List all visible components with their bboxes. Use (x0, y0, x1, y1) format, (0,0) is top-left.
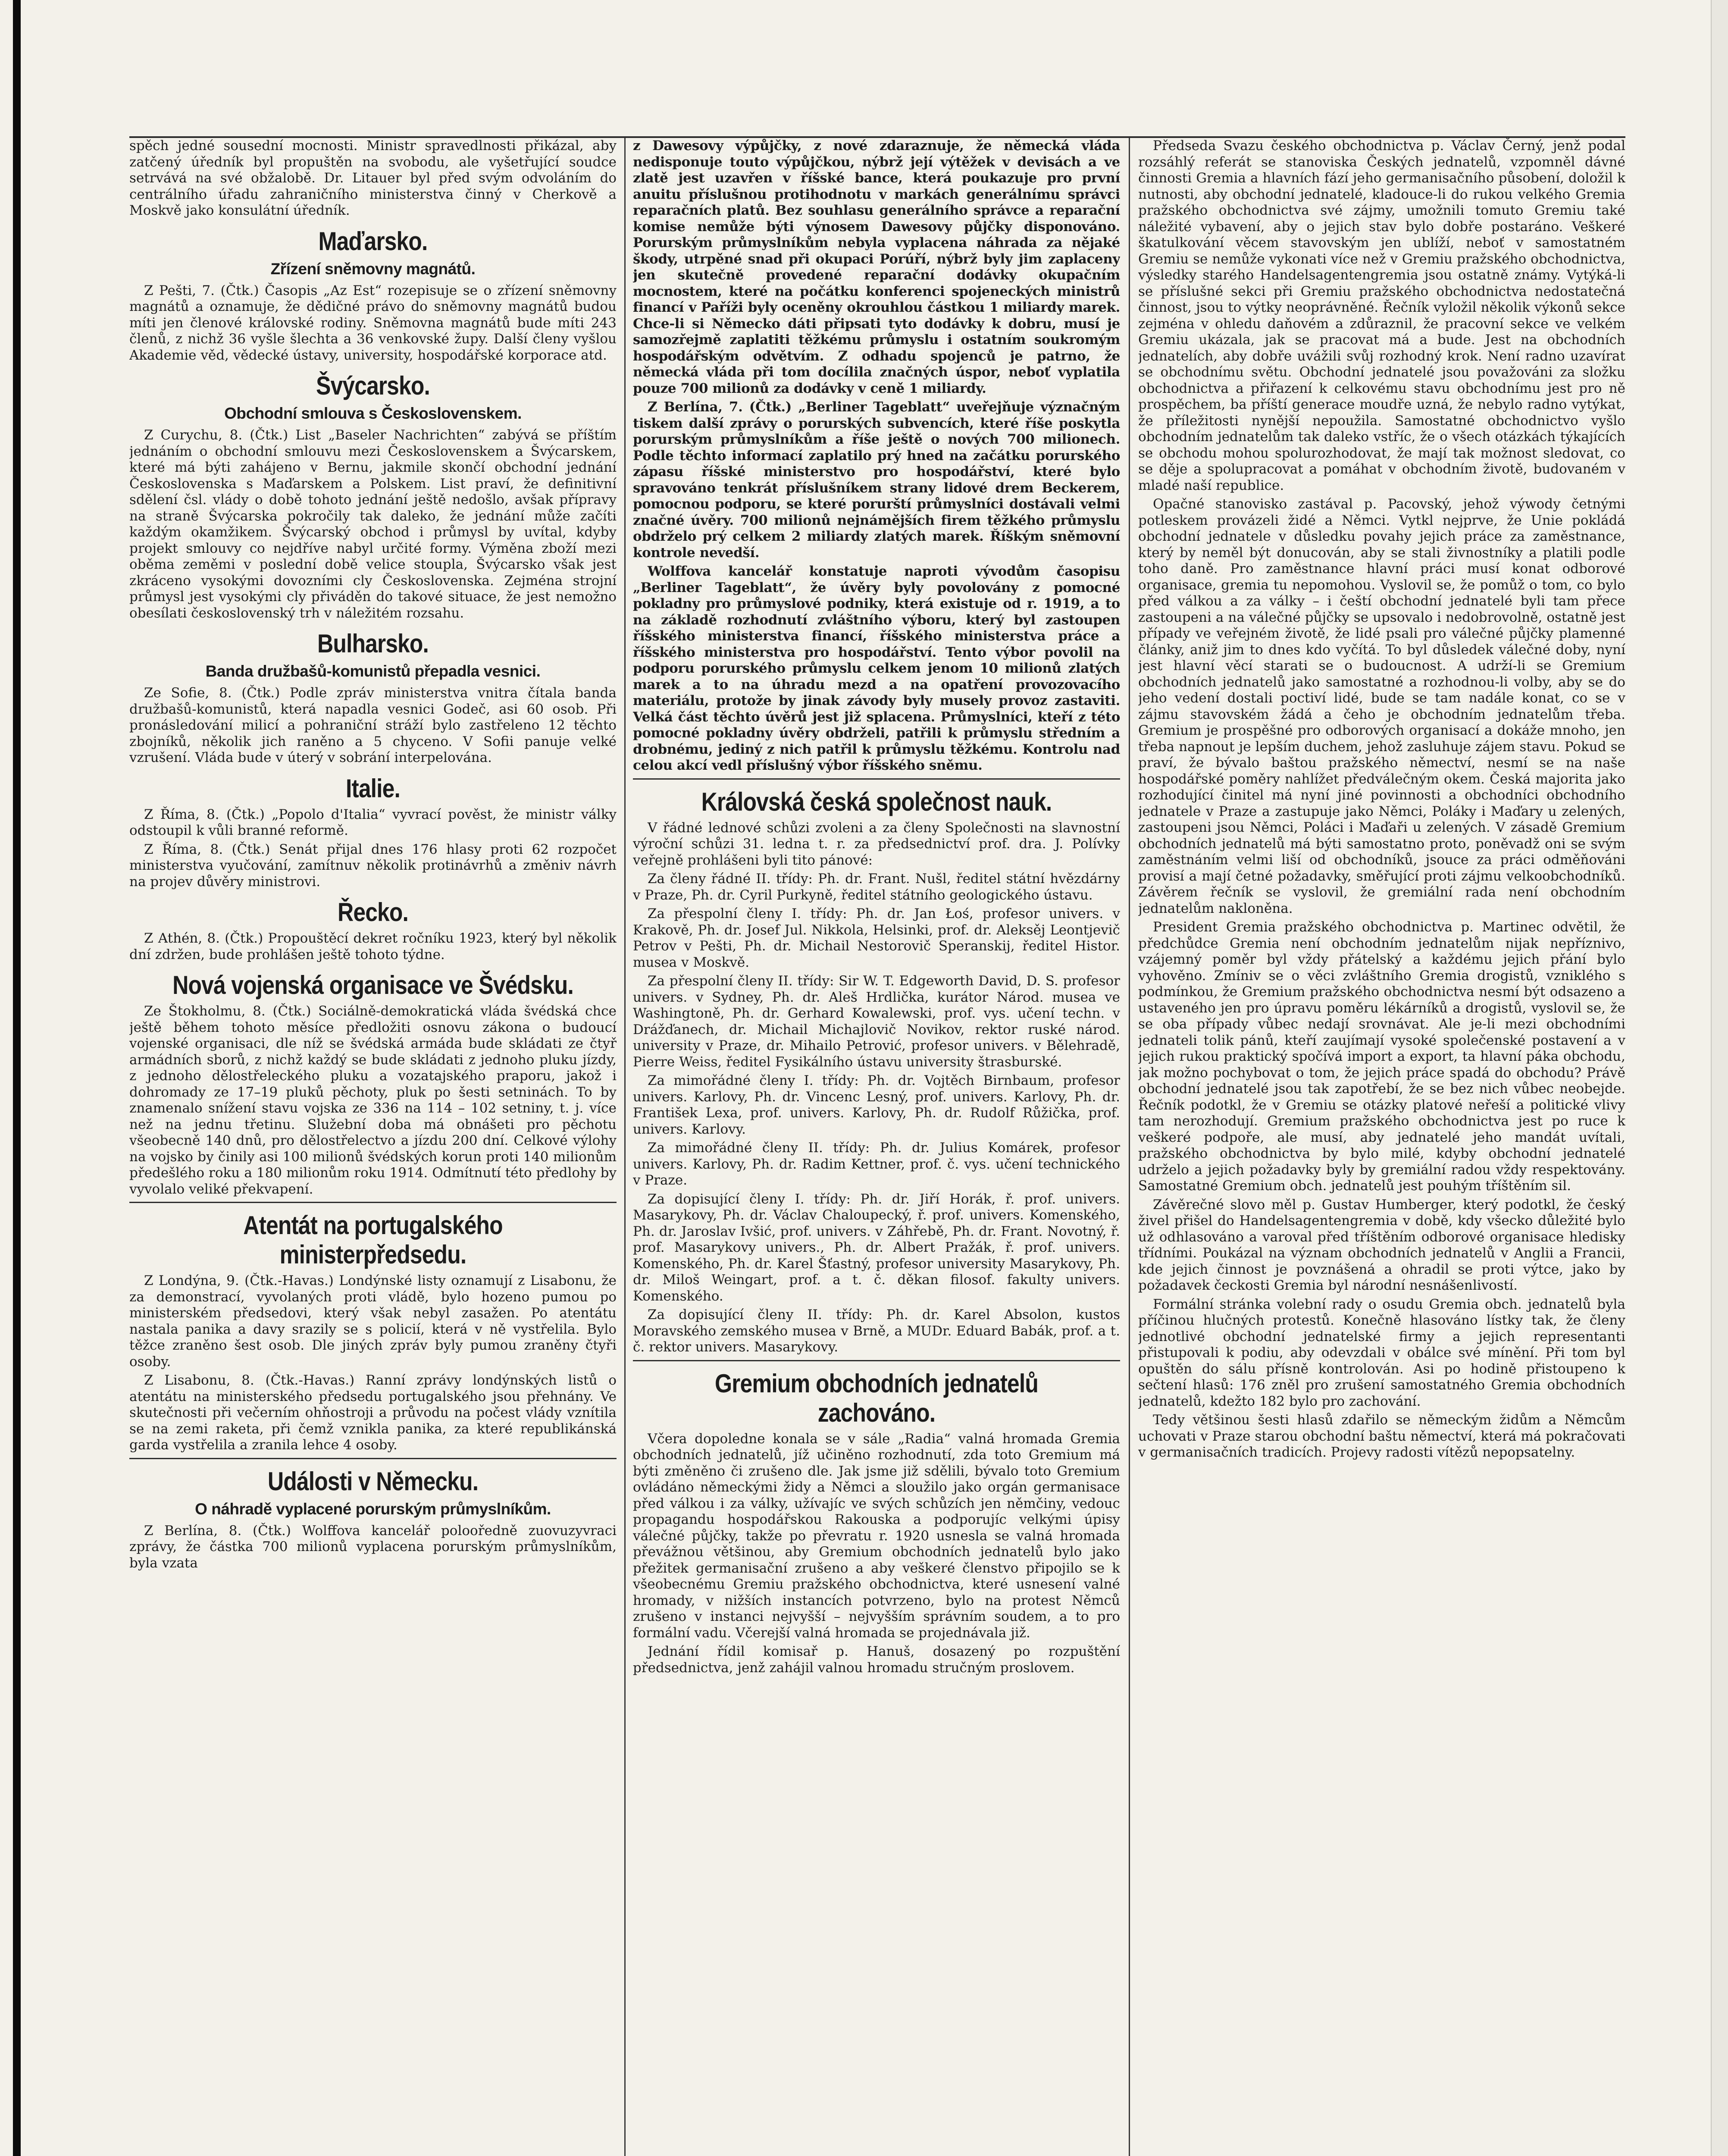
heading-gremium: Gremium obchodních jednatelů zachováno. (714, 1369, 1039, 1427)
heading-bulharsko: Bulharsko. (317, 629, 429, 658)
scan-left-edge (13, 0, 21, 2156)
article-italie-2: Z Říma, 8. (Čtk.) Senát přijal dnes 176 hlasy proti 62 rozpočet ministerstva vyučování, zamítnuv několik protinávrhů a změniv návrh na projev důvěry ministrovi. (129, 841, 617, 890)
article-spolecnost-prespolni-I: Za přespolní členy I. třídy: Ph. dr. Jan Łoś, profesor univers. v Krakově, Ph. dr. Josef Jul. Nikkola, Helsinki, prof. dr. Aleksěj Leontjevič Petrov v Pešti, Ph. dr. Michail Nestorovič Speranskij, ředitel Histor. musea v Moskvě. (633, 906, 1120, 970)
separator (633, 1360, 1120, 1361)
article-nemecko-continued: z Dawesovy výpůjčky, z nové zdaraznuje, že německá vláda nedisponuje touto výpůjčkou, nýbrž její výtěžek v devisách a ve zlatě jest uzavřen v říšské bance, která poukazuje pro první anuitu příslušnou protihodnotu v markách generálnímu správci reparačních platů. Bez souhlasu generálního správce a reparační komise nemůže býti výnosem Dawesovy půjčky disponováno. Porurským průmyslníkům nebyla vyplacena náhrada za nějaké škody, utrpěné snad při okupaci Porúří, nýbrž byly jim zaplaceny jen skutečně provedené reparační dodávky okupačním mocnostem, které na počátku konferenci spojeneckých ministrů financí v Paříži byly oceněny okrouhlou částkou 1 miliardy marek. Chce-li si Německo dáti připsati tyto dodávky k dobru, musí je samozřejmě zaplatiti těžkému průmyslu i ostatním soukromým hospodářským odvětvím. Z odhadu spojenců je patrno, že německá vláda při tom docílila značných úspor, neboť vyplatila pouze 700 milionů za dodávky v ceně 1 miliardy. (633, 138, 1120, 396)
article-spolecnost-mimoradni-I: Za mimořádné členy I. třídy: Ph. dr. Vojtěch Birnbaum, profesor univers. Karlovy, Ph. dr. Vincenc Lesný, prof. univers. Karlovy, Ph. dr. František Lexa, prof. univers. Karlovy, Ph. dr. Rudolf Růžička, prof. univers. Karlovy. (633, 1073, 1120, 1137)
article-italie-1: Z Říma, 8. (Čtk.) „Popolo d'Italia“ vyvrací pověst, že ministr války odstoupil k vůli branné reformě. (129, 806, 617, 838)
article-gremium-hlasovani: Formální stránka volební rady o osudu Gremia obch. jednatelů byla příčinou hlučných protestů. Konečně hlasováno lístky tak, že členy jednotlivé obchodní jednatelské firmy a jejich representanti přistupovali k podiu, aby odevzdali v obálce své mínění. Při tom byl opuštěn do sálu přísně kontrolován. Asi po hodině přistoupeno k sečtení hlasů: 176 zněl pro zrušení samostatného Gremia obchodních jednatelů, kdežto 182 bylo pro zachování. (1138, 1296, 1625, 1409)
article-bulharsko: Ze Sofie, 8. (Čtk.) Podle zpráv ministerstva vnitra čítala banda družbašů-komunistů, která napadla vesnici Godeč, asi 60 osob. Při pronásledování milicí a pohraniční stráží bylo zastřeleno 12 těchto zbojníků, několik jich raněno a 5 chyceno. V Sofii panuje velké vzrušení. Vláda bude v úterý v sobrání interpelována. (129, 685, 617, 765)
article-spolecnost-radni-II: Za členy řádné II. třídy: Ph. dr. Frant. Nušl, ředitel státní hvězdárny v Praze, Ph. dr. Cyril Purkyně, ředitel státního geologického ústavu. (633, 871, 1120, 903)
heading-atentat: Atentát na portugalského ministerpředsedu. (243, 1211, 503, 1269)
article-gremium-pacovsky: Opačné stanovisko zastával p. Pacovský, jehož výwody četnými potleskem provázeli židé a Němci. Vytkl nejprve, že Unie pokládá obchodní jednatele v důsledku povahy jejich práce za zaměstnance, který by neměl být donucován, aby se stali živnostníky a platili podle toho daně. Pro zaměstnance hlavní práci musí konat odborové organisace, gremia tu nepomohou. Vyslovil se, že pomůž o tom, co bylo před válkou a za války – i čeští obchodní jednatelé byli tam přece zastoupeni a na válečné půjčky se upsovalo i nedobrovolně, ostatně jest případy ve veřejném životě, že lidé psali pro válečné půjčky plamenné články, aniž jim to dnes kdo vyčítá. To byl důsledek válečné doby, nyní jest hlavní věcí starati se o budoucnost. A udrží-li se Gremium obchodních jednatelů jako samostatné a rozhodnou-li volby, aby se do jeho vedení dostali poctiví lidé, bude se tam nadále konat, co se v zájmu stavovském žádá a čeho je obchodním jednatelům třeba. Gremium je prospěšné pro odborových organisací a dokáže mnoho, jen třeba napnout je lepším duchem, jehož zasluhuje zájem stavu. Pokud se praví, že bývalo baštou pražského němectví, nesmí se na naše hospodářské poměry nahlížet předválečným okem. Česká majorita jako rozhodující činitel má nyní jiné povinnosti a obchodníci obchodního jednatele v Praze a zastupuje jako Němci, Poláky i Maďary u zelených, zastoupeni jsou Němci, Poláci i Maďaři u zelených. V zásadě Gremium obchodních jednatelů má býti samostatno proto, poněvadž oni se svým zaměstnáním velmi liší od obchodníků, jsouce za práci odměňováni provisí a mají četné požadavky, směřující proti zájmu velkoobchodníků. Závěrem řečník se vyslovil, že gremiální rada není obchodním jednatelům nakloněna. (1138, 496, 1625, 916)
article-svedsko: Ze Štokholmu, 8. (Čtk.) Sociálně-demokratická vláda švédská chce ještě během tohoto měsíce předložiti osnovu zákona o budoucí vojenské organisaci, dle níž se švédská armáda bude skládati ze čtyř armádních sborů, z nichž každý se bude skládati z jednoho pluku jízdy, z jednoho dělostřeleckého pluku a vozatajského praporu, jakož i dohromady ze 17–19 pluků pěchoty, pluk po šesti setninách. To by znamenalo snížení stavu vojska ze 336 na 114 – 102 setniny, t. j. více než na jednu třetinu. Služební doba má obnášeti pro pěchotu všeobecně 140 dnů, pro dělostřelectvo a jízdu 200 dní. Celkové výlohy na vojsko by činily asi 100 milionů švédských korun proti 140 milionům předešlého roku a 180 milionům roku 1914. Odmítnutí této předlohy by vyvolalo veliké překvapení. (129, 1003, 617, 1197)
column-3 (1138, 138, 1625, 2156)
article-spolecnost-mimoradni-II: Za mimořádné členy II. třídy: Ph. dr. Julius Komárek, profesor univers. Karlovy, Ph. dr. Radim Kettner, prof. č. vys. učení technického v Praze. (633, 1140, 1120, 1188)
heading-nemecko: Události v Německu. (267, 1467, 479, 1496)
article-spolecnost-intro: V řádné lednové schůzi zvoleni a za členy Společnosti na slavnostní výroční schůzi 31. ledna t. r. za předsednictví prof. dra. J. Polívky veřejně prohlášeni byli tito pánové: (633, 820, 1120, 868)
article-spolecnost-dopisujici-II: Za dopisující členy II. třídy: Ph. dr. Karel Absolon, kustos Moravského zemského musea v Brně, a MUDr. Eduard Babák, prof. a t. č. rektor univers. Masarykovy. (633, 1307, 1120, 1355)
article-gremium-humberger: Závěrečné slovo měl p. Gustav Humberger, který podotkl, že český živel přišel do Handelsagentengremia v době, kdy všecko důležité bylo už odhlasováno a varoval před tříštěním odborové organisace hledisky třídními. Poukázal na význam obchodních jednatelů v Anglii a Francii, kde jejich činnost je povznášená a ohradil se proti výtce, jako by požadavek čeckosti Gremia byl národní nesnášenlivostí. (1138, 1197, 1625, 1293)
article-spolecnost-prespolni-II: Za přespolní členy II. třídy: Sir W. T. Edgeworth David, D. S. profesor univers. v Sydney, Ph. dr. Aleš Hrdlička, kurátor Národ. musea ve Washingtoně, Ph. dr. Gerhard Kowalewski, prof. vys. učení techn. v Drážďanech, dr. Michail Michajlovič Novikov, rektor ruské národ. university v Praze, dr. Mihailo Petrović, profesor univers. v Bělehradě, Pierre Weiss, ředitel Fysikálního ústavu university štrasburské. (633, 973, 1120, 1070)
separator (129, 1458, 617, 1459)
heading-spolecnost-nauk: Královská česká společnost nauk. (701, 787, 1052, 816)
column-1 (129, 138, 617, 2156)
article-madarsko: Z Pešti, 7. (Čtk.) Časopis „Az Est“ rozepisuje se o zřízení sněmovny magnátů a oznamuje, že dědičné právo do sněmovny magnátů budou míti jen členové královské rodiny. Sněmovna magnátů bude míti 243 členů, z nichž 36 vyšle šlechta a 36 venkovské župy. Další členy vyšlou Akademie věd, vědecké ústavy, university, hospodářské korporace atd. (129, 282, 617, 363)
article-svycarsko: Z Curychu, 8. (Čtk.) List „Baseler Nachrichten“ zabývá se příštím jednáním o obchodní smlouvu mezi Československem a Švýcarskem, které má býti zahájeno v Bernu, jakmile skončí obchodní jednání Československa s Maďarskem a Polskem. List praví, že definitivní sdělení čsl. vlády o době tohoto jednání ještě nedošlo, avšak přípravy na straně Švýcarska pokročily tak daleko, že jednání může začíti každým okamžikem. Švýcarský obchod i průmysl by uvítal, kdyby projekt smlouvy co nejdříve nabyl určité formy. Výměna zboží mezi oběma zeměmi v poslední době velice stoupla, Švýcarsko však jest zkráceno vysokými dovozními cly Československa. Zejména strojní průmysl jest vysokými cly přiváděn do takové situace, že jest nemožno obesílati československý trh v náležitém rozsahu. (129, 427, 617, 621)
heading-svedsko: Nová vojenská organisace ve Švédsku. (172, 971, 573, 1000)
column-rule-2 (1129, 138, 1130, 2156)
separator (633, 778, 1120, 780)
heading-svycarsko: Švýcarsko. (316, 371, 430, 400)
subheading-madarsko: Zřízení sněmovny magnátů. (270, 260, 476, 278)
article-nemecko: Z Berlína, 8. (Čtk.) Wolffova kancelář polooředně zuovuzyvraci zprávy, že částka 700 milionů vyplacena porurským průmyslníkům, byla vzata (129, 1523, 617, 1571)
column-2 (633, 138, 1120, 2156)
article-gremium-1: Včera dopoledne konala se v sále „Radia“ valná hromada Gremia obchodních jednatelů, jíž učiněno rozhodnutí, zda toto Gremium má býti změněno či zrušeno dle. Jak jsme již sdělili, bývalo toto Gremium ovládáno německými židy a Němci a sloužilo jako orgán germanisace před válkou i za války, užívajíc ve svých schůzích jen němčiny, vedouc propagandu hospodářskou Rakouska a podporujíc velkými úpisy válečné půjčky, takže po převratu r. 1920 usnesla se valná hromada převážnou většinou, aby Gremium obchodních jednatelů bylo jako přežitek germanisační zrušeno a aby veškeré členstvo připojilo se k všeobecnému Gremiu pražského obchodnictva, které usnesení valné hromady, v nižších instancích potvrzeno, bylo na protest Němců zrušeno v instanci nejvyšší – nejvyšším správním soudem, a to pro formální vadu. Včerejší valná hromada se projednávala již. (633, 1431, 1120, 1641)
article-intro-text: spěch jedné sousední mocnosti. Ministr spravedlnosti přikázal, aby zatčený úředník byl propuštěn na svobodu, ale vyšetřující soudce setrvává na své obžalobě. Dr. Litauer byl před svým odvoláním do centrálního úřadu zahraničního ministerstva činný v Cherkově a Moskvě jako konsulátní úředník. (129, 138, 617, 218)
subheading-nemecko: O náhradě vyplacené porurským průmyslníkům. (195, 1500, 551, 1518)
article-berliner-tageblatt: Z Berlína, 7. (Čtk.) „Berliner Tageblatt“ uveřejňuje význačným tiskem další zprávy o porurských subvencích, které říše poskytla porurským průmyslníkům a říše ještě o nových 700 milionech. Podle těchto informací zaplatilo prý hned na začátku porurského zápasu říšské ministerstvo pro hospodářství, které bylo spravováno tenkrát příslušníkem strany lidové drem Beckerem, pomocnou podporu, se které porurští průmyslníci dostávali velmi značné úvěry. 700 milionů nejnámějších firem těžkého průmyslu obdrželo prý celkem 2 miliardy zlatých marek. Říškým sněmovní kontrole nevedší. (633, 399, 1120, 561)
article-gremium-cerny: Předseda Svazu českého obchodnictva p. Václav Černý, jenž podal rozsáhlý referát se stanoviska Českých jednatelů, vzpomněl dávné činnosti Gremia a hlavních fází jeho germanisačního působení, doložil k nutnosti, aby obchodní jednatelé, kladouce-li do rukou velkého Gremia pražského obchodnictva své zájmy, umožnili tomuto Gremiu také náležité vybavení, aby o jejich stav bylo dobře postaráno. Veškeré škatulkování věcem stavovským jen ublíží, neboť v samostatném Gremiu se nemůže vykonati více než v Gremiu pražského obchodnictva, výsledky starého Handelsagentengremia jsou ostatně známy. Vytýká-li se příslušné sekci při Gremiu pražského obchodnictva nedostatečná činnost, jsou to výtky neoprávněné. Řečník vyložil několik výkonů sekce zejména v ohledu daňovém a zdůraznil, že pracovní sekce ve velkém Gremiu ukázala, jak se pracovat má a bude. Jest na obchodních jednatelích, aby dobře uvážili svůj rozhodný krok. Není radno uzavírat se obchodnímu světu. Obchodní jednatelé jsou považováni za složku obchodnictva a přiřazení k celkovému stavu obchodnímu jest pro ně prospěchem, ba příští generace moudře uzná, že nebylo radno vytýkat, že příležitosti nynější nepoužila. Samostatné obchodnictvo vyšlo obchodním jednatelům tak daleko vstříc, že o všech otázkách týkajících se obchodu mohou spolurozhodovat, že mají tak možnost sledovat, co se děje a spolupracovat a pomáhat v obchodním životě, budovaném v mladé naší republice. (1138, 138, 1625, 493)
subheading-svycarsko: Obchodní smlouva s Československem. (224, 404, 522, 422)
heading-recko: Řecko. (337, 898, 409, 927)
article-recko: Z Athén, 8. (Čtk.) Propouštěcí dekret ročníku 1923, který byl několik dní zdržen, bude prohlášen ještě tohoto týdne. (129, 931, 617, 962)
heading-italie: Italie. (346, 774, 400, 803)
article-atentat-1: Z Londýna, 9. (Čtk.-Havas.) Londýnské listy oznamují z Lisabonu, že za demonstrací, vyvolaných proti vládě, bylo hozeno pumou po ministerském předsedovi, který však nebyl zasažen. Po atentátu nastala panika a davy srazily se s policií, která v ně vystřelila. Bylo těžce zraněno šest osob. Dle jiných zpráv byly pumou zraněny čtyři osoby. (129, 1273, 617, 1369)
article-gremium-martinec: President Gremia pražského obchodnictva p. Martinec odvětil, že předchůdce Gremia není obchodním jednatelům nijak nepříznivo, vzájemný poměr byl vždy přátelský a každému jejich přání bylo vyhověno. Zmíniv se o věci zvláštního Gremia drogistů, vzniklého s podmínkou, že Gremium pražského obchodnictva nesmí být odsazeno a ustaveného jen pro úpravu poměru lékárníků a drogistů, vyslovil se, že se oba případy vůbec nedají srovnávat. Ale je-li mezi obchodními jednateli tolik pánů, kteří zaujímají vysoké společenské postavení a v jejich rukou praktický spočívá import a export, ta hlavní páka obchodu, jak možno pochybovat o tom, že jejich práce spadá do obchodu? Právě obchodní jednatelé jsou tak zapotřebí, že se bez nich vůbec neobejde. Řečník podotkl, že v Gremiu se otázky platové neřeší a politické vlivy tam nerozhodují. Gremium pražského obchodnictva jest po ruce k veškeré podpoře, ale musí, aby jednatelé jeho mandát uvítali, pražského obchodnictva by bylo milé, kdyby obchodní jednatelé udrželo a jejich požadavky byly by gremiální radou vždy respektovány. Samostatné Gremium obch. jednatelů jest pouhým tříštěním sil. (1138, 919, 1625, 1194)
article-wolff-response: Wolffova kancelář konstatuje naproti vývodům časopisu „Berliner Tageblatt“, že úvěry byly povolovány z pomocné pokladny pro průmyslové podniky, která existuje od r. 1919, a to na základě rozhodnutí zvláštního výboru, který byl zastoupen říšského ministerstva financí, říšského ministerstva práce a říšského ministerstva pro hospodářství. Tento výbor povolil na podporu porurského průmyslu celkem jenom 10 milionů zlatých marek a to na úhradu mezd a na opatření provozovacího materiálu, protože by jinak závody byly musely provoz zastaviti. Velká část těchto úvěrů jest již splacena. Průmyslníci, kteří z této pomocné pokladny úvěry obdrželi, patřili k průmyslu středním a drobnému, jediný z nich patřil k průmyslu těžkému. Kontrolu nad celou akcí vedl příslušný výbor říšského sněmu. (633, 564, 1120, 773)
column-rule-1 (624, 138, 626, 2156)
subheading-bulharsko: Banda družbašů-komunistů přepadla vesnici. (205, 662, 541, 680)
heading-madarsko: Maďarsko. (318, 226, 428, 256)
separator (129, 1202, 617, 1203)
article-atentat-2: Z Lisabonu, 8. (Čtk.-Havas.) Ranní zprávy londýnských listů o atentátu na ministerského předsedu portugalského jsou přehnány. Ve skutečnosti při večerním ohňostroji a průvodu na počest vlády vznítila se na zemi raketa, při čemž vznikla panika, za které republikánská garda vystřelila a zranila lehce 4 osoby. (129, 1373, 617, 1453)
article-gremium-vysledek: Tedy většinou šesti hlasů zdařilo se německým židům a Němcům uchovati v Praze starou obchodní baštu němectví, která má pokračovati v germanisačních tradicích. Projevy radosti vítězů nepopsatelny. (1138, 1412, 1625, 1460)
scan-right-edge (1711, 0, 1728, 2156)
article-gremium-2: Jednání řídil komisař p. Hanuš, dosazený po rozpuštění předsednictva, jenž zahájil valnou hromadu stručným proslovem. (633, 1644, 1120, 1676)
article-spolecnost-dopisujici-I: Za dopisující členy I. třídy: Ph. dr. Jiří Horák, ř. prof. univers. Masarykovy, Ph. dr. Václav Chaloupecký, ř. prof. univers. Komenského, Ph. dr. Jaroslav Ivšić, prof. univers. v Záhřebě, Ph. dr. Frant. Novotný, ř. prof. Masarykovy univers., Ph. dr. Albert Pražák, ř. prof. univers. Komenského, Ph. dr. Karel Šťastný, profesor university Masarykovy, Ph. dr. Miloš Weingart, prof. a t. č. děkan filosof. fakulty univers. Komenského. (633, 1191, 1120, 1304)
